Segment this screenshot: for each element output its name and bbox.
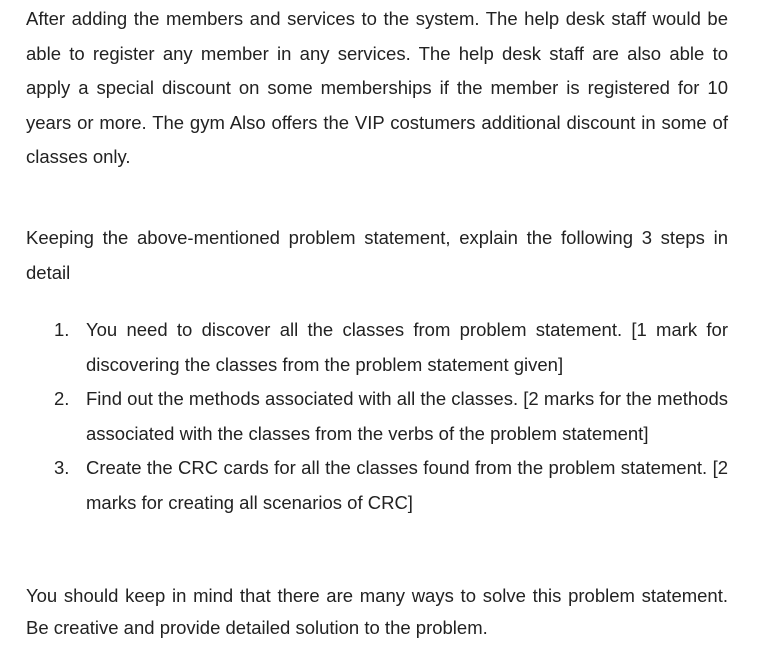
list-item [26,313,728,382]
list-item [26,382,728,451]
step-text: Create the CRC cards for all the classes found from the problem statement. [2 marks for creating all scenarios of CRC] [86,457,728,513]
closing-paragraph: You should keep in mind that there are many ways to solve this problem statement. Be creative and provide detailed solution to the problem. [26,585,728,638]
steps-list [26,313,728,521]
step-number: 1. [54,319,70,340]
step-number: 3. [54,457,70,479]
instruction-paragraph: Keeping the above-mentioned problem statement, explain the following 3 steps in detail [26,227,728,283]
step-text: You need to discover all the classes from problem statement. [1 mark for discovering the classes from the problem statement given] [86,319,728,375]
list-item [26,451,728,520]
intro-paragraph: After adding the members and services to the system. The help desk staff would be able to register any member in any services. The help desk staff are also able to apply a special discount on some memberships if the member is registered for 10 years or more. The gym Also offers the VIP costumers additional discount in some of classes only. [26,8,728,168]
step-number: 2. [54,388,70,410]
step-text: Find out the methods associated with all the classes. [2 marks for the methods associated with the classes from the verbs of the problem statement] [86,388,728,444]
